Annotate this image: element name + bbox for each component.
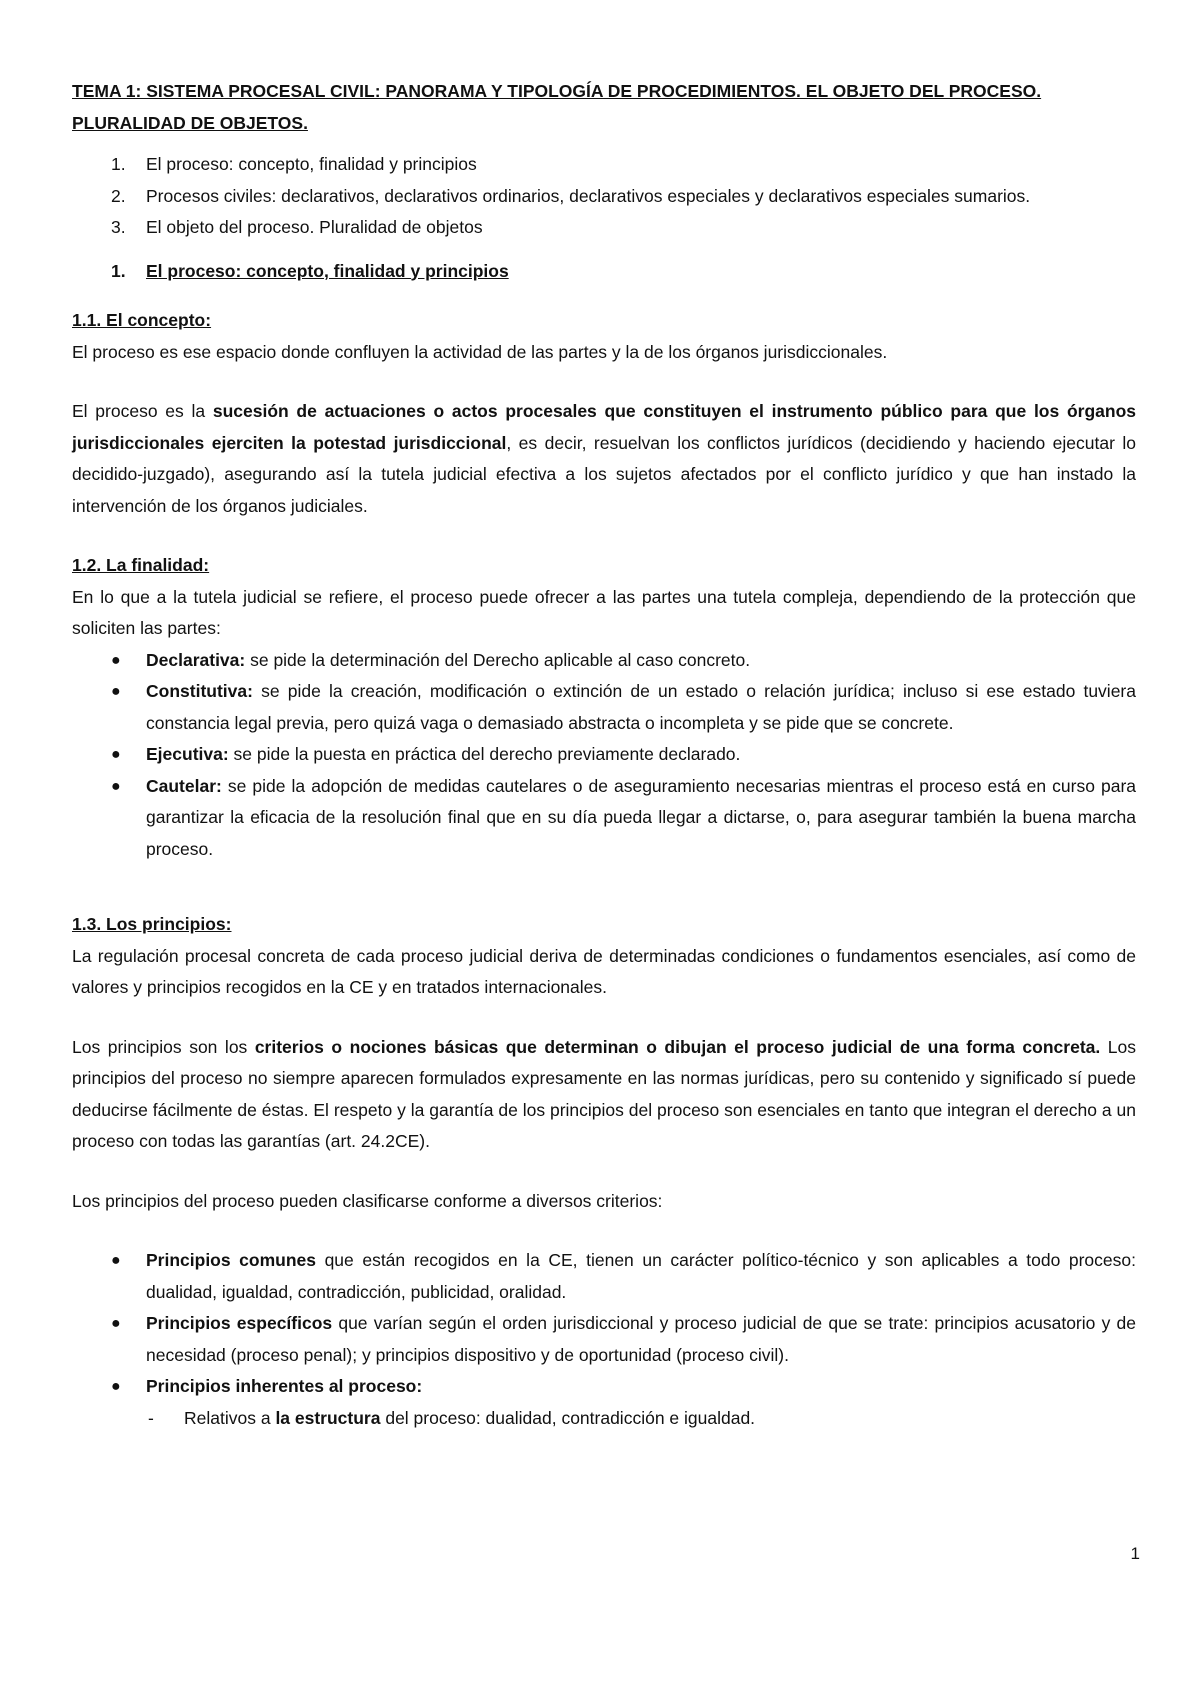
toc-item (72, 181, 1136, 213)
text-run: del proceso: dualidad, contradicción e igualdad. (380, 1407, 756, 1428)
toc-item (72, 212, 1136, 244)
section-title: El proceso: concepto, finalidad y principios (146, 260, 509, 281)
list-item (72, 645, 1136, 677)
toc-text: El proceso: concepto, finalidad y principios (146, 154, 477, 174)
list-item (72, 1371, 1136, 1403)
toc-item (72, 149, 1136, 181)
paragraph: El proceso es ese espacio donde confluyen la actividad de las partes y la de los órganos jurisdiccionales. (72, 341, 888, 362)
paragraph: La regulación procesal concreta de cada proceso judicial deriva de determinadas condiciones o fundamentos esenciales, así como de valores y principios recogidos en la CE y en tratados internacionales. (72, 945, 1136, 997)
page-number: 1 (1130, 1544, 1140, 1563)
sub-bullet-list (72, 1403, 1136, 1435)
subheading-principios: 1.3. Los principios: (72, 914, 232, 934)
bullet-icon: ● (111, 746, 121, 763)
text-run: Los principios del proceso no siempre aparecen formulados expresamente en las normas jurídicas, pero su contenido y significado sí puede deducirse fácilmente de éstas. El respeto y la garantía de los principios del proceso son esenciales en tanto que integran el derecho a un proceso con todas las garantías (art. 24.2CE). (72, 1036, 1136, 1151)
bullet-icon: ● (111, 777, 121, 795)
text-run: que están recogidos en la CE, tienen un carácter político-técnico y son aplicables a todo proceso: dualidad, igualdad, contradicción, publicidad, oralidad. (146, 1250, 1136, 1302)
bold-text: criterios o nociones básicas que determinan o dibujan el proceso judicial de una forma concreta. (254, 1036, 1101, 1057)
subheading-concepto: 1.1. El concepto: (72, 310, 212, 330)
list-item (72, 1308, 1136, 1371)
text-run: se pide la creación, modificación o extinción de un estado o relación jurídica; incluso si ese estado tuviera constancia legal previa, pero quizá vaga o demasiado abstracta o incompleta y se pide que se concrete. (146, 681, 1136, 733)
bold-label: Declarativa: (146, 649, 246, 670)
bullet-list (72, 645, 1136, 866)
list-item (72, 739, 1136, 771)
bullet-icon: ● (111, 683, 121, 700)
bullet-icon: ● (111, 1315, 121, 1332)
toc-text: Procesos civiles: declarativos, declarativos ordinarios, declarativos especiales y declarativos especiales sumarios. (146, 185, 1031, 206)
bold-label: Ejecutiva: (146, 744, 229, 764)
list-item (72, 771, 1136, 866)
bold-label: Constitutiva: (146, 681, 253, 701)
paragraph: En lo que a la tutela judicial se refiere, el proceso puede ofrecer a las partes una tutela compleja, dependiendo de la protección que soliciten las partes: (72, 586, 1136, 638)
bullet-list (72, 1245, 1136, 1403)
bold-text: la estructura (275, 1407, 381, 1428)
subheading-finalidad: 1.2. La finalidad: (72, 555, 210, 575)
bold-text: sucesión de actuaciones o actos procesales que constituyen el instrumento público para que los órganos jurisdiccionales ejerciten la potestad jurisdiccional (72, 401, 1136, 453)
paragraph (72, 396, 1136, 522)
text-run: El proceso es la (72, 401, 213, 421)
dash-icon: - (148, 1407, 154, 1428)
toc-number: 2. (111, 185, 126, 206)
document-title: TEMA 1: SISTEMA PROCESAL CIVIL: PANORAMA Y TIPOLOGÍA DE PROCEDIMIENTOS. EL OBJETO DEL PROCESO. PLURALIDAD DE OBJETOS. (72, 81, 1042, 133)
list-item (72, 1245, 1136, 1308)
paragraph (72, 1032, 1136, 1158)
paragraph: Los principios del proceso pueden clasificarse conforme a diversos criterios: (72, 1190, 663, 1211)
text-run: , es decir, resuelvan los conflictos jurídicos (decidiendo y haciendo ejecutar lo decidido-juzgado), asegurando así la tutela judicial efectiva a los sujetos afectados por el conflicto jurídico y que han instado la intervención de los órganos judiciales. (72, 432, 1136, 516)
bullet-icon: ● (111, 1378, 121, 1395)
section-heading (72, 256, 1136, 288)
section-number: 1. (111, 260, 126, 281)
text-run: Relativos a (184, 1407, 276, 1428)
bullet-icon: ● (111, 651, 121, 669)
bold-label: Cautelar: (146, 775, 222, 796)
bullet-icon: ● (111, 1252, 121, 1269)
list-item (72, 1403, 1136, 1435)
bold-label: Principios comunes (146, 1250, 316, 1270)
text-run: se pide la puesta en práctica del derecho previamente declarado. (228, 744, 741, 764)
toc-number: 3. (111, 217, 126, 237)
bold-label: Principios específicos (146, 1313, 333, 1333)
text-run: se pide la determinación del Derecho aplicable al caso concreto. (245, 649, 751, 670)
bold-label: Principios inherentes al proceso: (146, 1376, 423, 1396)
text-run: Los principios son los (72, 1036, 255, 1057)
text-run: se pide la adopción de medidas cautelares o de aseguramiento necesarias mientras el proceso está en curso para garantizar la eficacia de la resolución final que en su día pueda llegar a dictarse, o, para asegurar también la buena marcha proceso. (146, 775, 1136, 859)
toc-text: El objeto del proceso. Pluralidad de objetos (146, 217, 483, 237)
list-item (72, 676, 1136, 739)
document-body (72, 76, 1136, 1434)
table-of-contents (72, 149, 1136, 244)
text-run: que varían según el orden jurisdiccional y proceso judicial de que se trate: principios acusatorio y de necesidad (proceso penal); y principios dispositivo y de oportunidad (proceso civil). (146, 1313, 1136, 1365)
toc-number: 1. (111, 154, 126, 174)
